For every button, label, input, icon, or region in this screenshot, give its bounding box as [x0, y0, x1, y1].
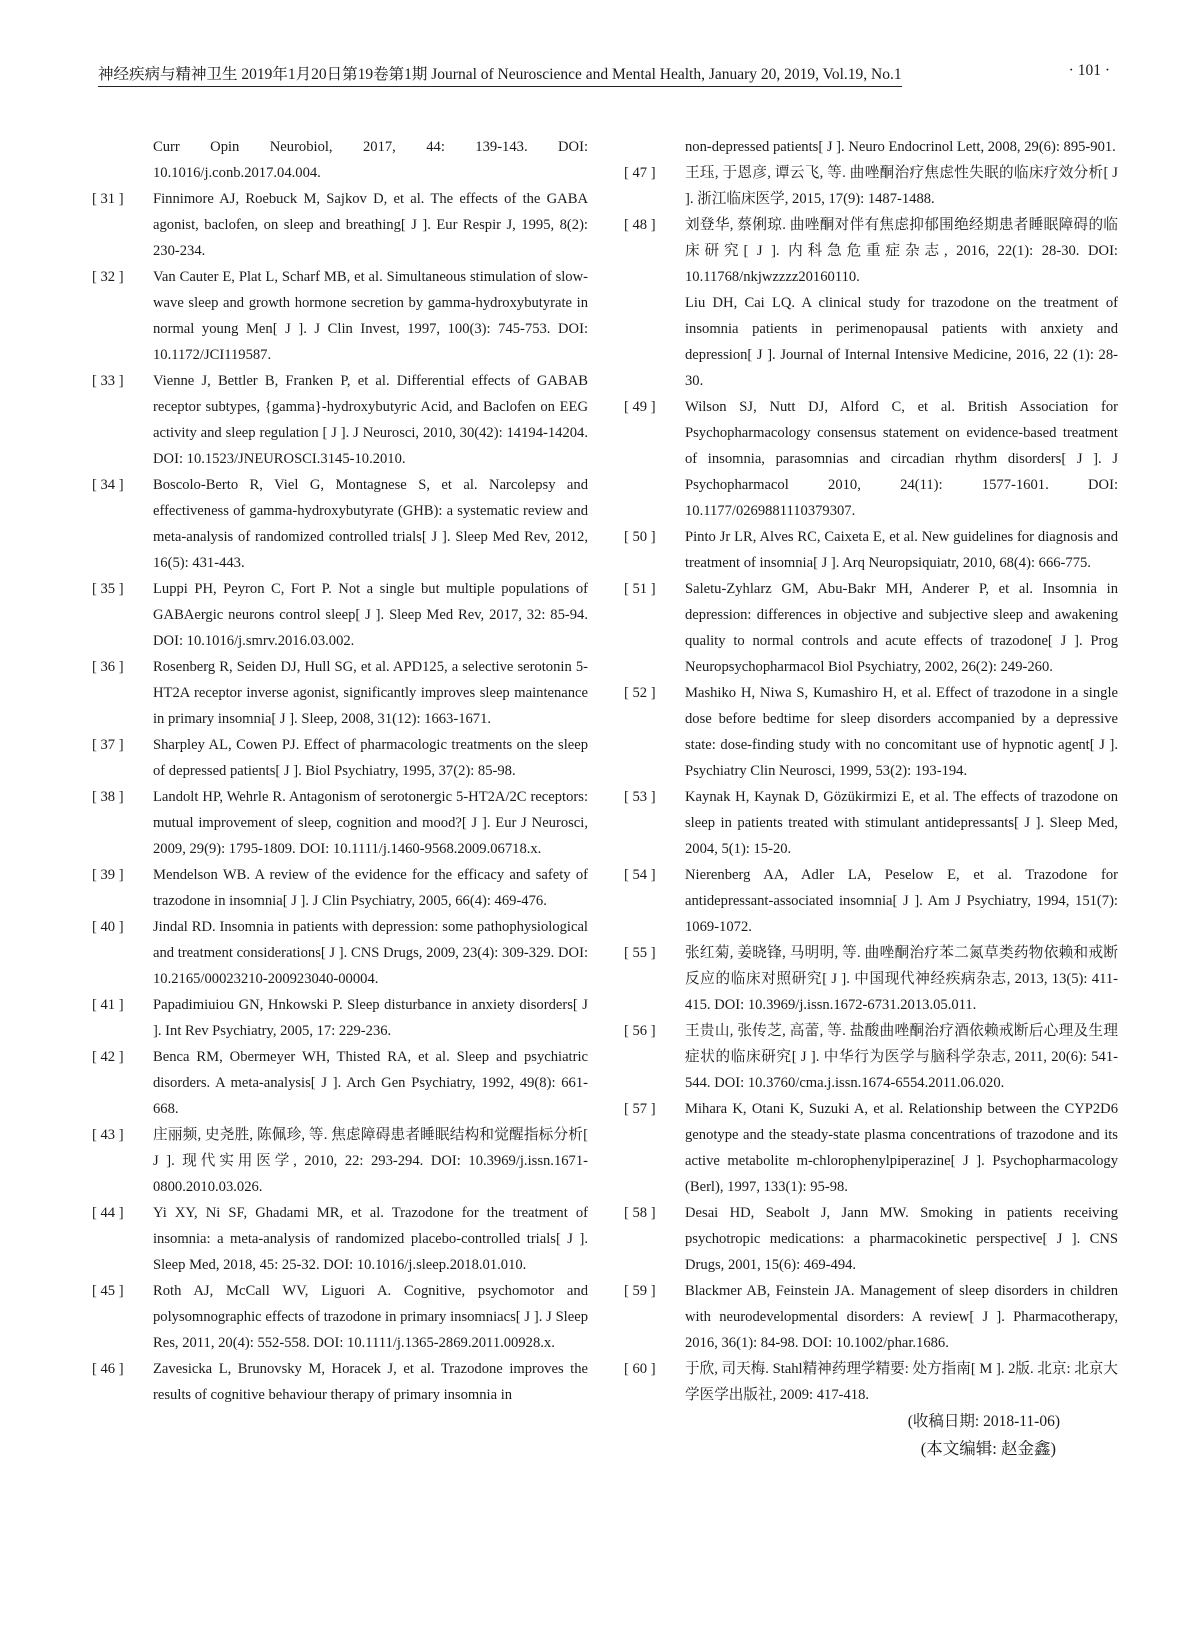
reference-number: [ 49 ] [624, 399, 656, 415]
reference-text: Sharpley AL, Cowen PJ. Effect of pharmacologic treatments on the sleep of depressed patients[ J ]. Biol Psychiatry, 1995, 37(2): 85-98. [153, 737, 588, 779]
reference-text: Desai HD, Seabolt J, Jann MW. Smoking in patients receiving psychotropic medications: a pharmacokinetic perspective[ J ]. CNS Drugs, 2001, 15(6): 469-494. [685, 1205, 1118, 1273]
reference-item [92, 1356, 588, 1408]
reference-number: [ 34 ] [92, 477, 124, 493]
reference-number: [ 48 ] [624, 217, 656, 233]
reference-text: 于欣, 司天梅. Stahl精神药理学精要: 处方指南[ M ]. 2版. 北京: 北京大学医学出版社, 2009: 417-418. [685, 1361, 1118, 1403]
reference-list-right [624, 160, 1118, 1408]
reference-item [624, 160, 1118, 212]
reference-text: Roth AJ, McCall WV, Liguori A. Cognitive, psychomotor and polysomnographic effects of trazodone in primary insomniacs[ J ]. J Sleep Res, 2011, 20(4): 552-558. DOI: 10.1111/j.1365-2869.2011.00928.x. [153, 1283, 588, 1351]
reference-continuation: non-depressed patients[ J ]. Neuro Endocrinol Lett, 2008, 29(6): 895-901. [685, 139, 1116, 155]
reference-text: Boscolo-Berto R, Viel G, Montagnese S, et al. Narcolepsy and effectiveness of gamma-hydroxybutyrate (GHB): a systematic review and meta-analysis of randomized controlled trials[ J ]. Sleep Med Rev, 2012, 16(5): 431-443. [153, 477, 588, 571]
reference-number: [ 31 ] [92, 191, 124, 207]
reference-text: Mendelson WB. A review of the evidence for the efficacy and safety of trazodone in insomnia[ J ]. J Clin Psychiatry, 2005, 66(4): 469-476. [153, 867, 588, 909]
reference-number: [ 45 ] [92, 1283, 124, 1299]
reference-item [92, 654, 588, 732]
reference-item [624, 680, 1118, 784]
reference-item [92, 576, 588, 654]
reference-number: [ 39 ] [92, 867, 124, 883]
reference-item [624, 524, 1118, 576]
reference-text: Finnimore AJ, Roebuck M, Sajkov D, et al. The effects of the GABA agonist, baclofen, on sleep and breathing[ J ]. Eur Respir J, 1995, 8(2): 230-234. [153, 191, 588, 259]
reference-item [624, 212, 1118, 394]
reference-number: [ 33 ] [92, 373, 124, 389]
reference-number: [ 47 ] [624, 165, 656, 181]
reference-item [624, 1096, 1118, 1200]
reference-number: [ 52 ] [624, 685, 656, 701]
reference-number: [ 35 ] [92, 581, 124, 597]
reference-item [624, 1200, 1118, 1278]
reference-item [624, 576, 1118, 680]
reference-item [92, 732, 588, 784]
reference-item [92, 784, 588, 862]
reference-item [92, 264, 588, 368]
reference-item [624, 1018, 1118, 1096]
reference-number: [ 50 ] [624, 529, 656, 545]
reference-number: [ 60 ] [624, 1361, 656, 1377]
reference-item [92, 862, 588, 914]
right-column [624, 134, 1118, 1462]
reference-text: Wilson SJ, Nutt DJ, Alford C, et al. British Association for Psychopharmacology consensus statement on evidence-based treatment of insomnia, parasomnias and circadian rhythm disorders[ J ]. J Psychopharmacol 2010, 24(11): 1577-1601. DOI: 10.1177/0269881110379307. [685, 399, 1118, 519]
reference-text: Yi XY, Ni SF, Ghadami MR, et al. Trazodone for the treatment of insomnia: a meta-analysis of randomized placebo-controlled trials[ J ]. Sleep Med, 2018, 45: 25-32. DOI: 10.1016/j.sleep.2018.01.010. [153, 1205, 588, 1273]
reference-item [92, 992, 588, 1044]
reference-number: [ 57 ] [624, 1101, 656, 1117]
reference-number: [ 54 ] [624, 867, 656, 883]
reference-number: [ 56 ] [624, 1023, 656, 1039]
reference-text: Papadimiuiou GN, Hnkowski P. Sleep disturbance in anxiety disorders[ J ]. Int Rev Psychiatry, 2005, 17: 229-236. [153, 997, 588, 1039]
reference-number: [ 37 ] [92, 737, 124, 753]
reference-number: [ 53 ] [624, 789, 656, 805]
reference-text: Zavesicka L, Brunovsky M, Horacek J, et al. Trazodone improves the results of cognitive behaviour therapy of primary insomnia in [153, 1361, 588, 1403]
reference-number: [ 44 ] [92, 1205, 124, 1221]
received-date: (收稿日期: 2018-11-06) [907, 1413, 1060, 1430]
reference-text: 庄丽频, 史尧胜, 陈佩珍, 等. 焦虑障碍患者睡眠结构和觉醒指标分析[ J ]. 现代实用医学, 2010, 22: 293-294. DOI: 10.3969/j.issn.1671-0800.2010.03.026. [153, 1127, 588, 1195]
reference-number: [ 36 ] [92, 659, 124, 675]
reference-item [92, 1122, 588, 1200]
reference-text: Van Cauter E, Plat L, Scharf MB, et al. Simultaneous stimulation of slow-wave sleep and growth hormone secretion by gamma-hydroxybutyrate in normal young Men[ J ]. J Clin Invest, 1997, 100(3): 745-753. DOI: 10.1172/JCI119587. [153, 269, 588, 363]
reference-number: [ 59 ] [624, 1283, 656, 1299]
left-column [92, 134, 588, 1408]
reference-english-text: Liu DH, Cai LQ. A clinical study for trazodone on the treatment of insomnia patients in perimenopausal patients with anxiety and depression[ J ]. Journal of Internal Intensive Medicine, 2016, 22 (1): 28-30. [685, 295, 1118, 389]
reference-item [624, 394, 1118, 524]
reference-text: 王珏, 于恩彦, 谭云飞, 等. 曲唑酮治疗焦虑性失眠的临床疗效分析[ J ]. 浙江临床医学, 2015, 17(9): 1487-1488. [685, 165, 1118, 207]
reference-text: Mihara K, Otani K, Suzuki A, et al. Relationship between the CYP2D6 genotype and the steady-state plasma concentrations of trazodone and its active metabolite m-chlorophenylpiperazine[ J ]. Psychopharmacology (Berl), 1997, 133(1): 95-98. [685, 1101, 1118, 1195]
reference-text: Vienne J, Bettler B, Franken P, et al. Differential effects of GABAB receptor subtypes, {gamma}-hydroxybutyric Acid, and Baclofen on EEG activity and sleep regulation [ J ]. J Neurosci, 2010, 30(42): 14194-14204. DOI: 10.1523/JNEUROSCI.3145-10.2010. [153, 373, 588, 467]
reference-item [92, 368, 588, 472]
reference-text: 王贵山, 张传芝, 高蕾, 等. 盐酸曲唑酮治疗酒依赖戒断后心理及生理症状的临床研究[ J ]. 中华行为医学与脑科学杂志, 2011, 20(6): 541-544. DOI: 10.3760/cma.j.issn.1674-6554.2011.06.020. [685, 1023, 1118, 1091]
reference-text: 张红菊, 姜晓锋, 马明明, 等. 曲唑酮治疗苯二氮草类药物依赖和戒断反应的临床对照研究[ J ]. 中国现代神经疾病杂志, 2013, 13(5): 411-415. DOI: 10.3969/j.issn.1672-6731.2013.05.011. [685, 945, 1118, 1013]
reference-number: [ 51 ] [624, 581, 656, 597]
reference-text: 刘登华, 蔡俐琼. 曲唑酮对伴有焦虑抑郁围绝经期患者睡眠障碍的临床研究[ J ]. 内科急危重症杂志, 2016, 22(1): 28-30. DOI: 10.11768/nkjwzzzz20160110. [685, 217, 1118, 285]
reference-item [624, 784, 1118, 862]
reference-item [92, 914, 588, 992]
reference-number: [ 46 ] [92, 1361, 124, 1377]
reference-item [624, 862, 1118, 940]
reference-item [92, 1044, 588, 1122]
reference-number: [ 42 ] [92, 1049, 124, 1065]
reference-number: [ 43 ] [92, 1127, 124, 1143]
reference-text: Rosenberg R, Seiden DJ, Hull SG, et al. APD125, a selective serotonin 5-HT2A receptor inverse agonist, significantly improves sleep maintenance in primary insomnia[ J ]. Sleep, 2008, 31(12): 1663-1671. [153, 659, 588, 727]
running-header [98, 62, 1110, 86]
reference-number: [ 38 ] [92, 789, 124, 805]
reference-item [92, 1278, 588, 1356]
reference-text: Nierenberg AA, Adler LA, Peselow E, et al. Trazodone for antidepressant-associated insomnia[ J ]. Am J Psychiatry, 1994, 151(7): 1069-1072. [685, 867, 1118, 935]
reference-number: [ 55 ] [624, 945, 656, 961]
reference-text: Saletu-Zyhlarz GM, Abu-Bakr MH, Anderer P, et al. Insomnia in depression: differences in objective and subjective sleep and awakening quality to normal controls and acute effects of trazodone[ J ]. Prog Neuropsychopharmacol Biol Psychiatry, 2002, 26(2): 249-260. [685, 581, 1118, 675]
reference-number: [ 40 ] [92, 919, 124, 935]
reference-item [624, 1278, 1118, 1356]
reference-continuation: Curr Opin Neurobiol, 2017, 44: 139-143. DOI: 10.1016/j.conb.2017.04.004. [153, 139, 588, 181]
reference-text: Pinto Jr LR, Alves RC, Caixeta E, et al. New guidelines for diagnosis and treatment of insomnia[ J ]. Arq Neuropsiquiatr, 2010, 68(4): 666-775. [685, 529, 1118, 571]
reference-number: [ 41 ] [92, 997, 124, 1013]
reference-number: [ 58 ] [624, 1205, 656, 1221]
reference-text: Benca RM, Obermeyer WH, Thisted RA, et al. Sleep and psychiatric disorders. A meta-analysis[ J ]. Arch Gen Psychiatry, 1992, 49(8): 661-668. [153, 1049, 588, 1117]
reference-text: Blackmer AB, Feinstein JA. Management of sleep disorders in children with neurodevelopmental disorders: A review[ J ]. Pharmacotherapy, 2016, 36(1): 84-98. DOI: 10.1002/phar.1686. [685, 1283, 1118, 1351]
reference-text: Landolt HP, Wehrle R. Antagonism of serotonergic 5-HT2A/2C receptors: mutual improvement of sleep, cognition and mood?[ J ]. Eur J Neurosci, 2009, 29(9): 1795-1809. DOI: 10.1111/j.1460-9568.2009.06718.x. [153, 789, 588, 857]
reference-item [92, 472, 588, 576]
reference-number: [ 32 ] [92, 269, 124, 285]
reference-item [92, 1200, 588, 1278]
reference-item [92, 186, 588, 264]
reference-list-left [92, 186, 588, 1408]
editor-note: (本文编辑: 赵金鑫) [920, 1439, 1056, 1458]
reference-text: Jindal RD. Insomnia in patients with depression: some pathophysiological and treatment considerations[ J ]. CNS Drugs, 2009, 23(4): 309-329. DOI: 10.2165/00023210-200923040-00004. [153, 919, 588, 987]
reference-item [624, 940, 1118, 1018]
reference-text: Kaynak H, Kaynak D, Gözükirmizi E, et al. The effects of trazodone on sleep in patients treated with stimulant antidepressants[ J ]. Sleep Med, 2004, 5(1): 15-20. [685, 789, 1118, 857]
reference-item [624, 1356, 1118, 1408]
reference-text: Luppi PH, Peyron C, Fort P. Not a single but multiple populations of GABAergic neurons control sleep[ J ]. Sleep Med Rev, 2017, 32: 85-94. DOI: 10.1016/j.smrv.2016.03.002. [153, 581, 588, 649]
journal-title: 神经疾病与精神卫生 2019年1月20日第19卷第1期 Journal of Neuroscience and Mental Health, January 20, 2019, Vol.19, No.1 [98, 62, 902, 87]
reference-text: Mashiko H, Niwa S, Kumashiro H, et al. Effect of trazodone in a single dose before bedtime for sleep disorders accompanied by a depressive state: dose-finding study with no concomitant use of hypnotic agent[ J ]. Psychiatry Clin Neurosci, 1999, 53(2): 193-194. [685, 685, 1118, 779]
page-number: · 101 · [1068, 62, 1110, 79]
